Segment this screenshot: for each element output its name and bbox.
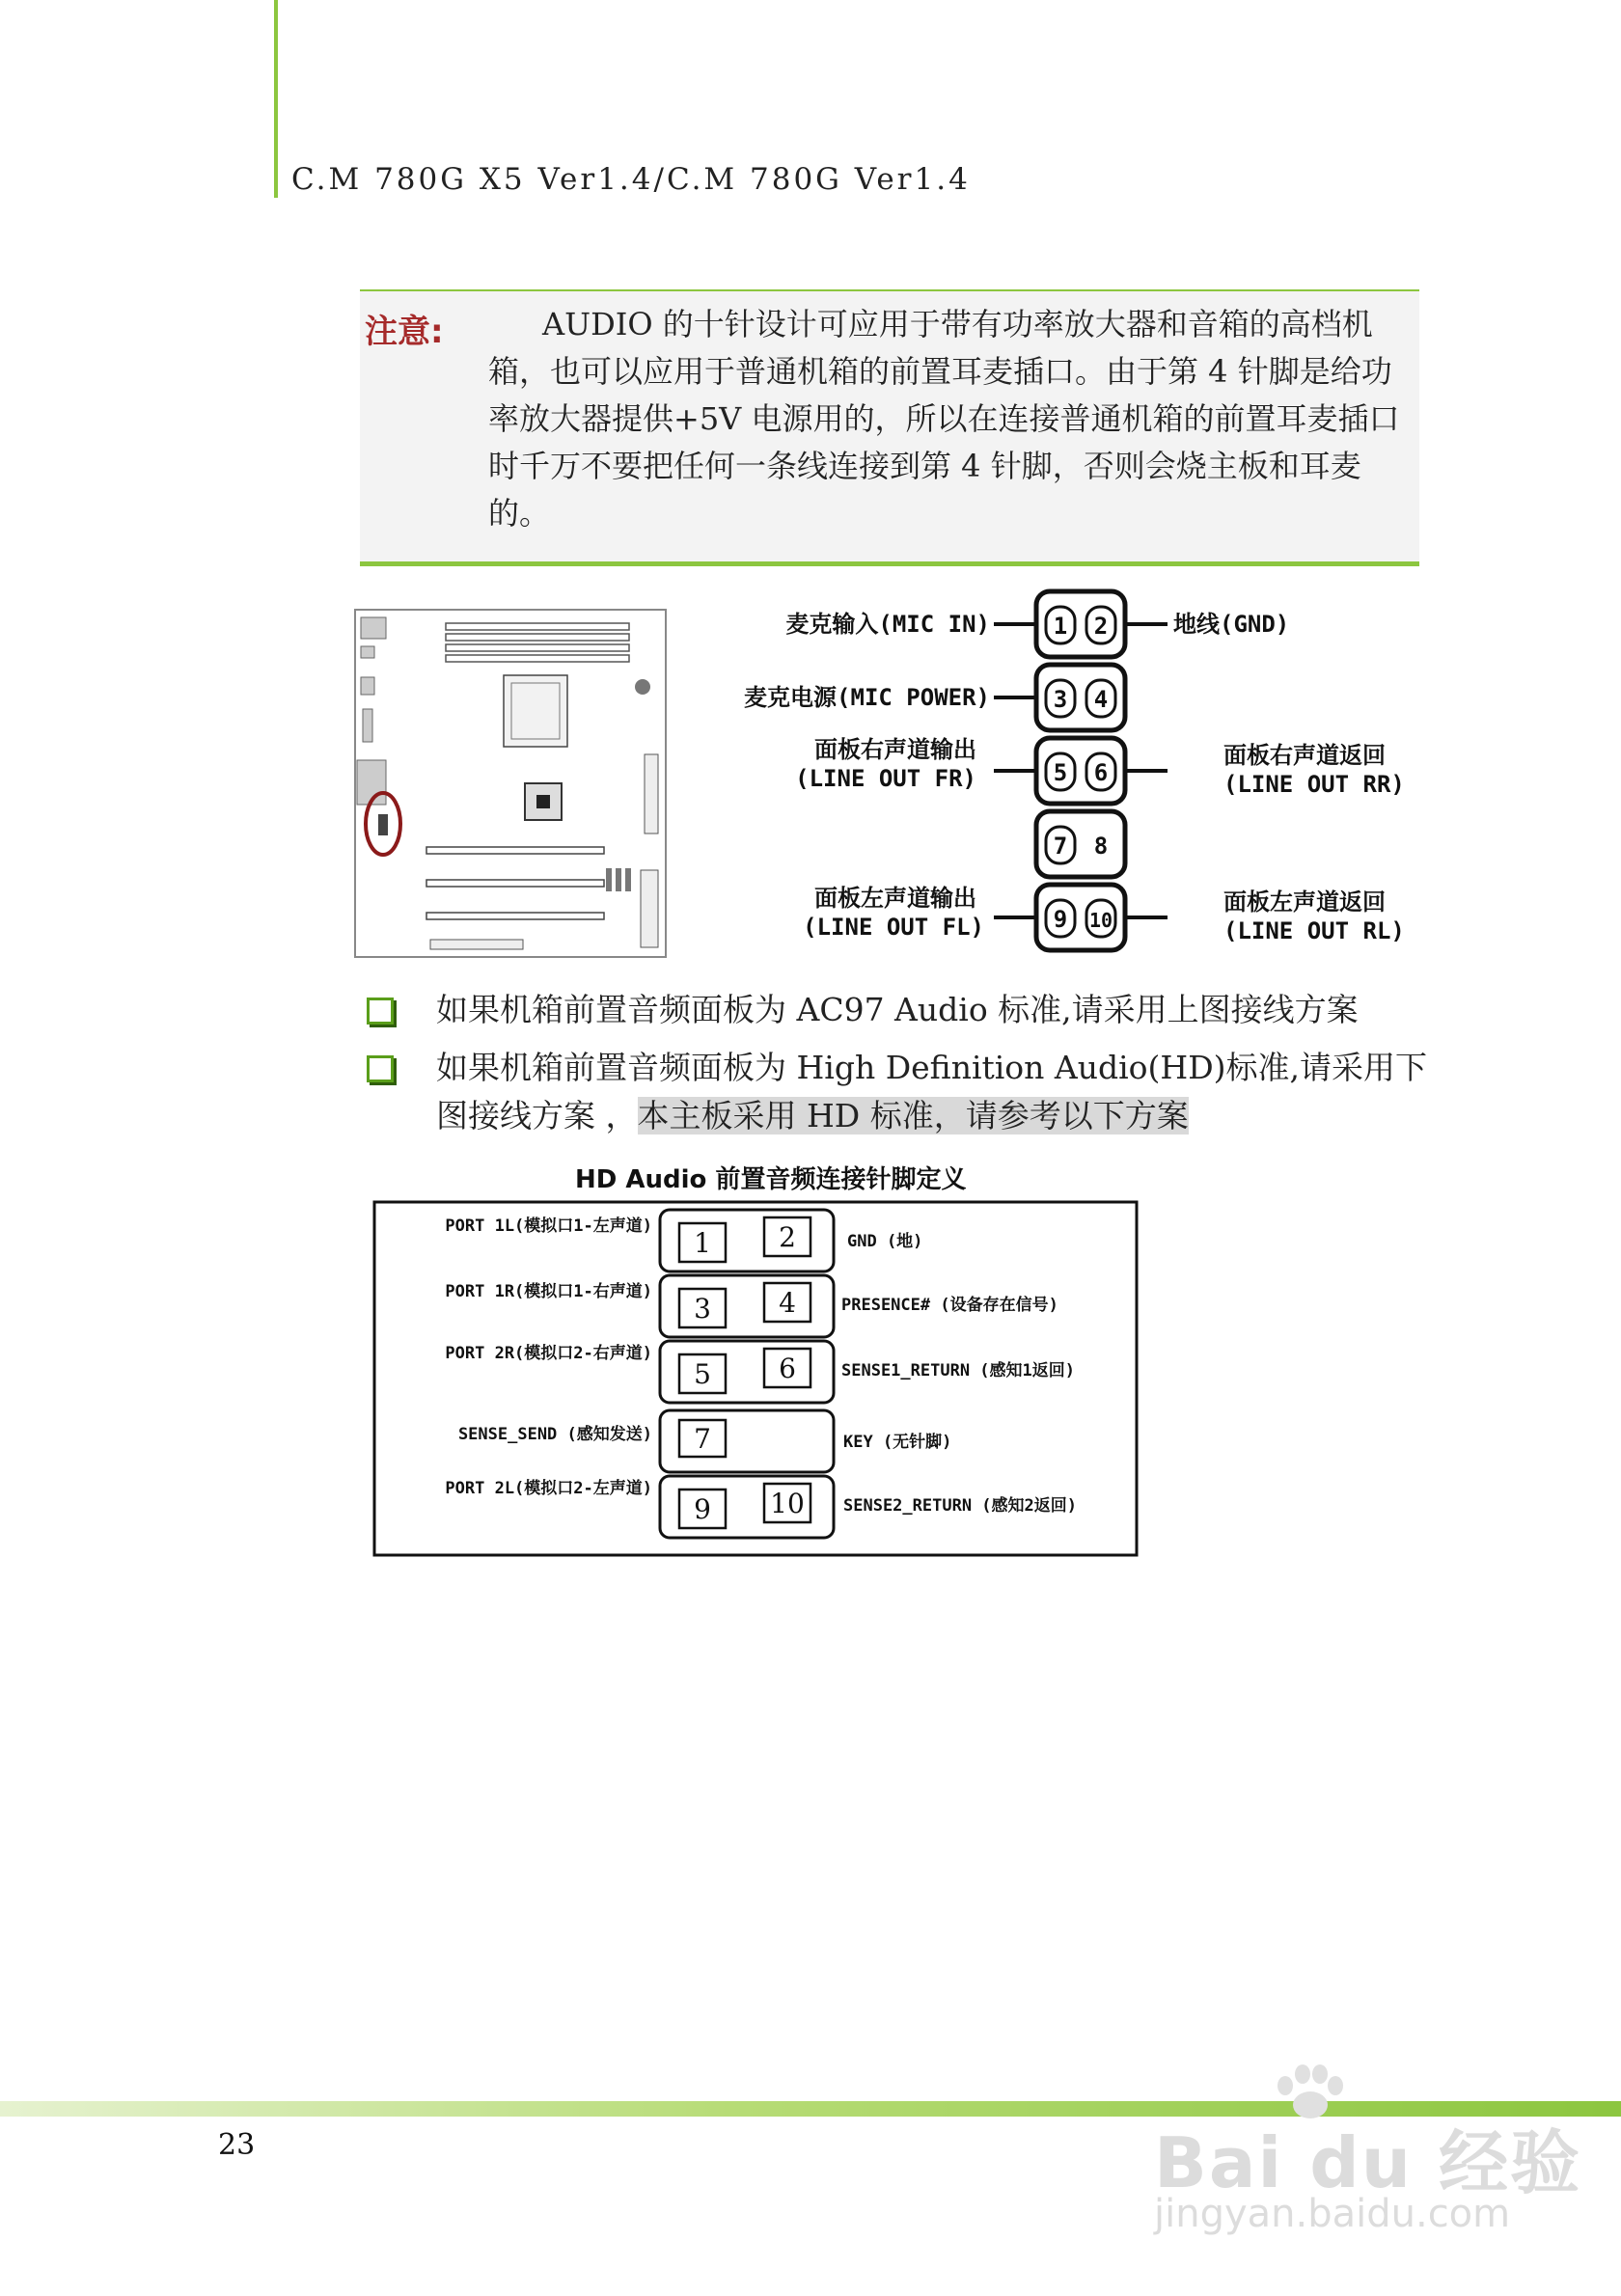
hd-left-label-1: PORT 1L(模拟口1-左声道) bbox=[445, 1216, 652, 1236]
ac97-pinout-diagram bbox=[675, 584, 1447, 970]
hd-right-label-3: SENSE1_RETURN (感知1返回) bbox=[841, 1361, 1075, 1380]
baidu-watermark-brand: Bai du 经验 bbox=[1154, 2122, 1582, 2203]
bullet-checkbox-icon bbox=[367, 1055, 394, 1082]
ac97-pin-3-label: 3 bbox=[1053, 686, 1068, 713]
bullet-hd bbox=[436, 1044, 1430, 1140]
header-rule bbox=[274, 0, 278, 198]
hd-pin-9-label: 9 bbox=[694, 1493, 711, 1525]
hd-pin-6-label: 6 bbox=[779, 1353, 796, 1384]
ac97-line-out-rr-cn: 面板右声道返回 bbox=[1223, 742, 1386, 769]
ac97-line-out-rr: (LINE OUT RR) bbox=[1223, 771, 1405, 798]
ac97-gnd-label: 地线(GND) bbox=[1173, 611, 1290, 638]
hd-pin-7-label: 7 bbox=[694, 1423, 711, 1455]
hd-left-label-5: PORT 2L(模拟口2-左声道) bbox=[445, 1479, 652, 1498]
hd-left-label-4: SENSE_SEND (感知发送) bbox=[457, 1425, 652, 1444]
ac97-pin-5-label: 5 bbox=[1053, 759, 1068, 786]
ac97-line-out-fl: (LINE OUT FL) bbox=[803, 914, 984, 941]
ac97-pin-9-label: 9 bbox=[1053, 906, 1068, 933]
page-header: C.M 780G X5 Ver1.4/C.M 780G Ver1.4 bbox=[291, 162, 971, 197]
hd-pin-10-label: 10 bbox=[770, 1488, 805, 1519]
ac97-line-out-rl-cn: 面板左声道返回 bbox=[1223, 888, 1386, 916]
motherboard-illustration bbox=[353, 608, 670, 960]
hd-right-label-4: KEY (无针脚) bbox=[843, 1433, 952, 1452]
ac97-pin-2-label: 2 bbox=[1093, 613, 1109, 640]
ac97-pin-7-label: 7 bbox=[1053, 833, 1068, 860]
hd-right-label-2: PRESENCE# (设备存在信号) bbox=[841, 1296, 1058, 1315]
ac97-pin-8-label: 8 bbox=[1093, 833, 1109, 860]
hd-audio-pinout-diagram bbox=[372, 1196, 1140, 1561]
ac97-line-out-fr: (LINE OUT FR) bbox=[795, 765, 976, 792]
hd-pin-2-label: 2 bbox=[779, 1221, 796, 1253]
hd-right-label-5: SENSE2_RETURN (感知2返回) bbox=[843, 1496, 1077, 1516]
bullet-hd-highlight: 本主板采用 HD 标准，请参考以下方案 bbox=[637, 1097, 1189, 1134]
ac97-pin-4-label: 4 bbox=[1093, 686, 1109, 713]
hd-pin-1-label: 1 bbox=[694, 1227, 711, 1259]
hd-diagram-title: HD Audio 前置音频连接针脚定义 bbox=[575, 1165, 967, 1194]
bullet-hd-text: 如果机箱前置音频面板为 High Definition Audio(HD)标准,请采用下图接线方案 ， bbox=[436, 1049, 1428, 1134]
note-text: AUDIO 的十针设计可应用于带有功率放大器和音箱的高档机箱，也可以应用于普通机箱的前置耳麦插口。由于第 4 针脚是给功率放大器提供+5V 电源用的，所以在连接普通机箱的前置耳麦插口时千万不要把任何一条线连接到第 4 针脚，否则会烧主板和耳麦的。 bbox=[488, 306, 1400, 532]
ac97-line-out-fr-cn: 面板右声道输出 bbox=[814, 736, 976, 763]
hd-pin-5-label: 5 bbox=[694, 1358, 711, 1390]
hd-left-label-2: PORT 1R(模拟口1-右声道) bbox=[445, 1282, 652, 1301]
bullet-ac97 bbox=[436, 986, 1430, 1034]
ac97-mic-in-label: 麦克输入(MIC IN) bbox=[785, 611, 990, 638]
ac97-pin-10-label: 10 bbox=[1088, 909, 1113, 932]
bullet-checkbox-icon bbox=[367, 998, 394, 1025]
hd-pin-4-label: 4 bbox=[779, 1287, 796, 1319]
ac97-line-out-rl: (LINE OUT RL) bbox=[1223, 917, 1405, 944]
ac97-mic-power-label: 麦克电源(MIC POWER) bbox=[744, 684, 990, 711]
baidu-watermark-url: jingyan.baidu.com bbox=[1154, 2192, 1511, 2236]
bullet-ac97-text: 如果机箱前置音频面板为 AC97 Audio 标准,请采用上图接线方案 bbox=[436, 991, 1359, 1028]
ac97-pin-6-label: 6 bbox=[1093, 759, 1109, 786]
note-label: 注意: bbox=[365, 313, 444, 351]
ac97-pin-1-label: 1 bbox=[1053, 613, 1068, 640]
page-number: 23 bbox=[218, 2128, 256, 2162]
ac97-line-out-fl-cn: 面板左声道输出 bbox=[814, 885, 976, 912]
hd-right-label-1: GND (地) bbox=[847, 1232, 923, 1251]
hd-left-label-3: PORT 2R(模拟口2-右声道) bbox=[445, 1344, 652, 1363]
hd-pin-3-label: 3 bbox=[694, 1293, 711, 1325]
